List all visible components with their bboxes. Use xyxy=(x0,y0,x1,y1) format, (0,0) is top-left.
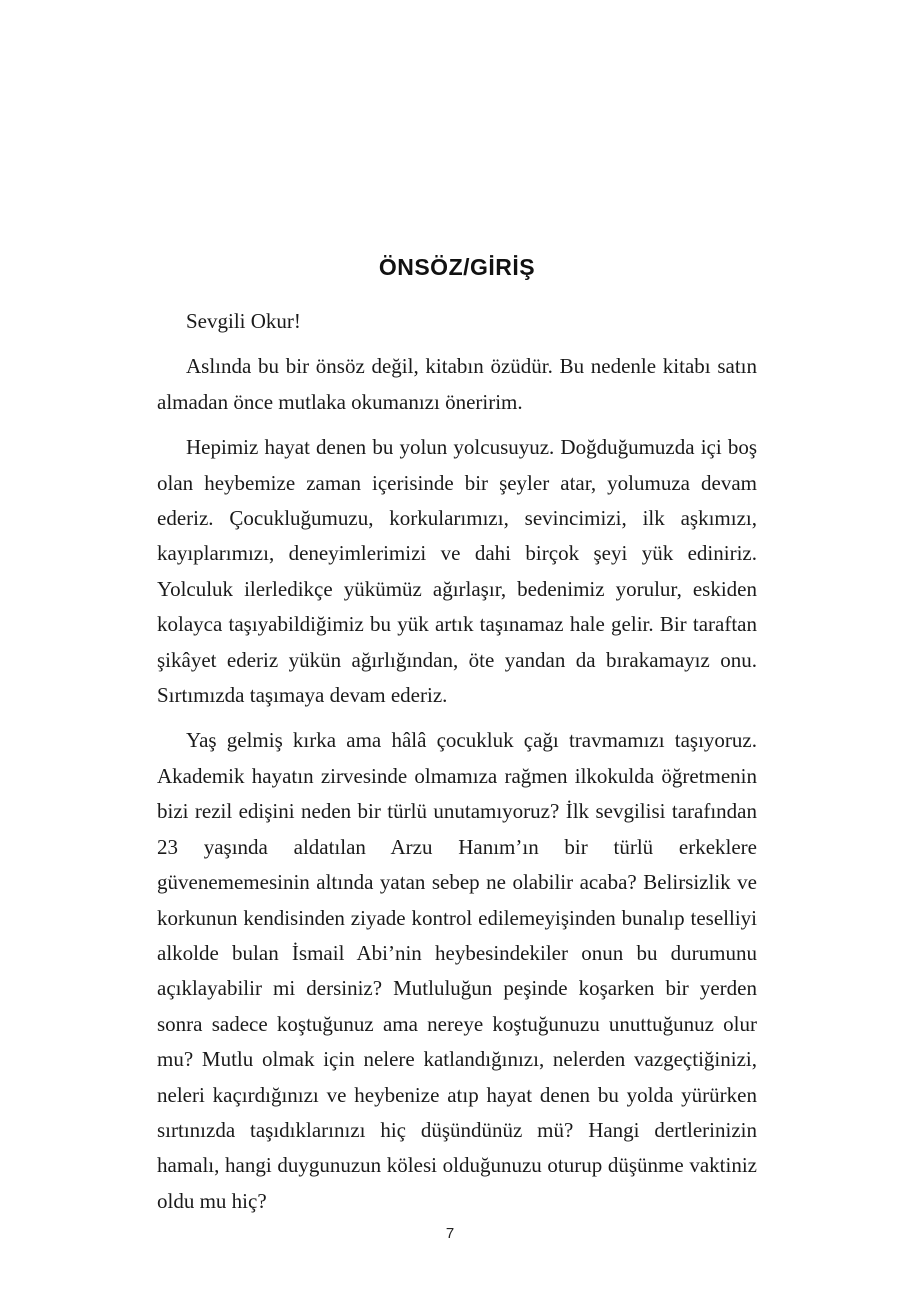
paragraph: Aslında bu bir önsöz değil, kitabın özüdür. Bu nedenle kitabı satın almadan önce mutlaka okumanızı öneririm. xyxy=(157,354,757,414)
chapter-title: ÖNSÖZ/GİRİŞ xyxy=(378,254,536,280)
paragraph: Hepimiz hayat denen bu yolun yolcusuyuz. Doğduğumuzda içi boş olan heybemize zaman içerisinde bir şeyler atar, yolumuza devam ederiz. Çocukluğumuzu, korkularımızı, sevincimizi, ilk aşkımızı, kayıplarımızı, deneyimlerimizi ve dahi birçok şeyi yük ediniriz. Yolculuk ilerledikçe yükümüz ağırlaşır, bedenimiz yorulur, eskiden kolayca taşıyabildiğimiz bu yük artık taşınamaz hale gelir. Bir taraftan şikâyet ederiz yükün ağırlığından, öte yandan da bırakamayız onu. Sırtımızda taşımaya devam ederiz. xyxy=(157,435,757,708)
paragraph-greeting: Sevgili Okur! xyxy=(186,309,301,333)
page-number: 7 xyxy=(445,1225,455,1242)
text-block xyxy=(157,248,757,1229)
paragraph: Yaş gelmiş kırka ama hâlâ çocukluk çağı travmamızı taşıyoruz. Akademik hayatın zirvesinde olmamıza rağmen ilkokulda öğretmenin bizi rezil edişini neden bir türlü unutamıyoruz? İlk sevgilisi tarafından 23 yaşında aldatılan Arzu Hanım’ın bir türlü erkeklere güvenememesinin altında yatan sebep ne olabilir acaba? Belirsizlik ve korkunun kendisinden ziyade kontrol edilemeyişinden bunalıp teselliyi alkolde bulan İsmail Abi’nin heybesindekiler onun bu durumunu açıklayabilir mi dersiniz? Mutluluğun peşinde koşarken bir yerden sonra sadece koştuğunuz ama nereye koştuğunuzu unuttuğunuz olur mu? Mutlu olmak için nelere katlandığınızı, nelerden vazgeçtiğinizi, neleri kaçırdığınızı ve heybenize atıp hayat denen bu yolda yürürken sırtınızda taşıdıklarınızı hiç düşündünüz mü? Hangi dertlerinizin hamalı, hangi duygunuzun kölesi olduğunuzu oturup düşünme vaktiniz oldu mu hiç? xyxy=(157,728,757,1213)
